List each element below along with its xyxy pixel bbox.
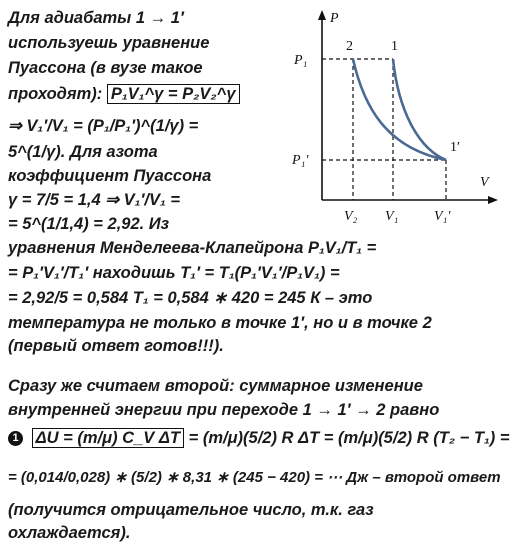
- text-line-9: = 5^(1/1,4) = 2,92. Из: [8, 215, 170, 233]
- text-line-3: Пуассона (в вузе такое: [8, 59, 203, 77]
- pv-diagram: [292, 8, 504, 232]
- point-1p-label: 1′: [450, 140, 461, 155]
- text-line-2: используешь уравнение: [8, 34, 210, 52]
- text-line-20: охлаждается).: [8, 524, 131, 542]
- v-axis-arrow: [488, 196, 498, 204]
- axis-v-label: V: [480, 175, 489, 190]
- curve-2-to-1p: [353, 59, 446, 160]
- v1-label: V₁: [385, 209, 399, 224]
- point-1-label: 1: [391, 39, 398, 54]
- text-line-5: ⇒ V₁′/V₁ = (P₁/P₁′)^(1/γ) =: [8, 117, 199, 135]
- text-line-18: = (0,014/0,028) ∗ (5/2) ∗ 8,31 ∗ (245 − 420) = ⋯ Дж – второй ответ: [8, 469, 501, 486]
- point-2-label: 2: [346, 39, 353, 54]
- text-line-8: γ = 7/5 = 1,4 ⇒ V₁′/V₁ =: [8, 191, 181, 209]
- text-line-7: коэффициент Пуассона: [8, 167, 212, 185]
- text-line-1: Для адиабаты 1 → 1′: [8, 9, 184, 27]
- delta-u-box: ΔU = (m/μ) C_V ΔT: [32, 428, 184, 448]
- curve-1-to-1p: [393, 59, 446, 160]
- text-line-4: [8, 84, 240, 104]
- text-line-17: [8, 428, 509, 448]
- text-line-19: (получится отрицательное число, т.к. газ: [8, 501, 374, 519]
- bullet-number: 1: [8, 431, 23, 446]
- text-line-4-pre: проходят):: [8, 85, 103, 103]
- text-line-13: температура не только в точке 1′, но и в точке 2: [8, 314, 432, 332]
- poisson-equation-box: P₁V₁^γ = P₂V₂^γ: [107, 84, 240, 104]
- text-line-10: уравнения Менделеева-Клапейрона P₁V₁/T₁ =: [8, 239, 377, 257]
- text-line-12: = 2,92/5 = 0,584 T₁ = 0,584 ∗ 420 = 245 К – это: [8, 289, 373, 307]
- text-line-6: 5^(1/γ). Для азота: [8, 143, 158, 161]
- p1-label: P₁: [294, 53, 308, 68]
- axis-p-label: P: [330, 11, 339, 26]
- text-line-15: Сразу же считаем второй: суммарное изменение: [8, 377, 423, 395]
- v2-label: V₂: [344, 209, 358, 224]
- p-axis-arrow: [318, 10, 326, 20]
- delta-u-rest: = (m/μ)(5/2) R ΔT = (m/μ)(5/2) R (T₂ − T₁) =: [188, 429, 510, 447]
- p1p-label: P₁′: [292, 153, 309, 168]
- text-line-16: внутренней энергии при переходе 1 → 1′ → 2 равно: [8, 401, 440, 419]
- text-line-14: (первый ответ готов!!!).: [8, 337, 224, 355]
- v1p-label: V₁′: [434, 209, 451, 224]
- text-line-11: = P₁′V₁′/T₁′ находишь T₁′ = T₁(P₁′V₁′/P₁V₁) =: [8, 264, 340, 282]
